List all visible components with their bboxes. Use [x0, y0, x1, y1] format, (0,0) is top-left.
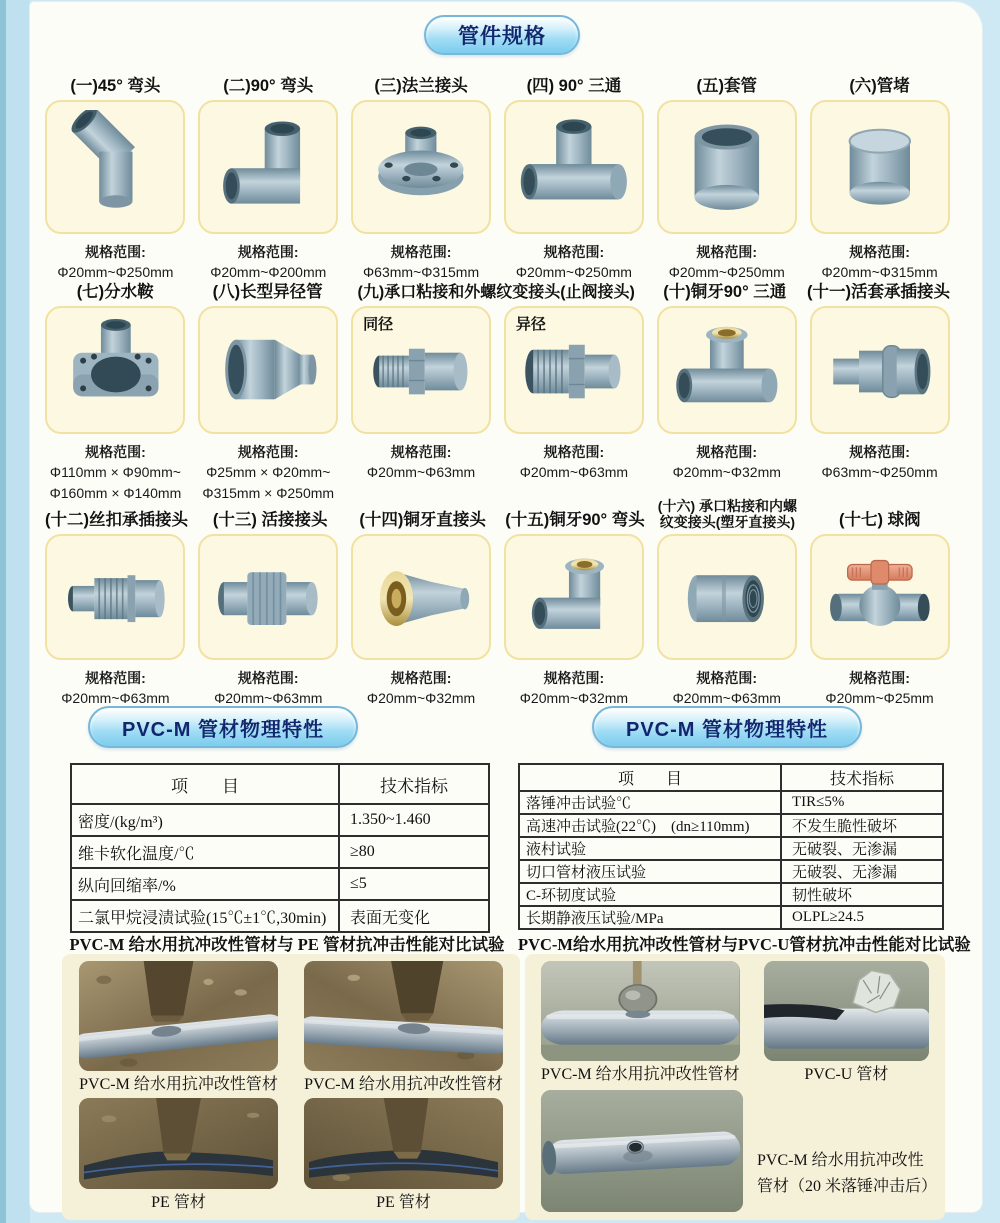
spec-range-value: Φ20mm~Φ250mm: [668, 264, 785, 281]
spec-range-label: 规格范围:: [696, 670, 758, 686]
caption-line-2: 管材（20 米落锤冲击后）: [757, 1177, 938, 1195]
fitting-card-cap: [810, 100, 950, 234]
pvcu-photo-row: [525, 954, 945, 1088]
value-cell: 表面无变化: [339, 900, 489, 932]
fitting-card-female-adapter: [657, 534, 797, 660]
value-cell: OLPL≥24.5: [781, 906, 943, 929]
elbow-45-icon: [56, 110, 176, 224]
photo-caption: PVC-M 给水用抗冲改性管材: [79, 1076, 278, 1093]
photo-pe-impact-1: [79, 1098, 278, 1189]
fitting-label-12: (十二)丝扣承插接头: [45, 511, 188, 530]
spec-range-label: 规格范围:: [696, 444, 758, 460]
pvcm-hammer-scene-icon: [541, 961, 740, 1061]
spec-range-value: Φ63mm~Φ315mm: [363, 264, 480, 281]
fitting-card-ball-valve: [810, 534, 950, 660]
item-cell: 密度/(kg/m³): [71, 804, 339, 836]
value-cell: TIR≤5%: [781, 791, 943, 814]
fittings-row-3: [45, 488, 950, 709]
fitting-card-flange: [351, 100, 491, 234]
pe-comparison-heading: PVC-M 给水用抗冲改性管材与 PE 管材抗冲击性能对比试验: [69, 935, 505, 954]
spec-range-value: Φ20mm~Φ63mm: [214, 690, 323, 707]
spec-range-value: Φ20mm~Φ200mm: [210, 264, 327, 281]
fitting-label-7: (七)分水鞍: [76, 283, 154, 302]
photo-pe-impact-2: [304, 1098, 503, 1189]
value-cell: ≤5: [339, 868, 489, 900]
spec-range-label: 规格范围:: [849, 444, 910, 460]
brass-elbow-90-icon: [514, 543, 634, 650]
col-header-spec: 技术指标: [339, 764, 489, 804]
flange-icon: [361, 110, 481, 224]
fitting-card-threaded-socket: [45, 534, 185, 660]
row3-specs: [45, 668, 950, 709]
table-row: [71, 900, 489, 932]
table-row: [519, 883, 943, 906]
spec-range-value: Φ20mm~Φ63mm: [366, 464, 476, 481]
fitting-label-17: (十七) 球阀: [839, 511, 921, 530]
value-cell: 无破裂、无渗漏: [781, 837, 943, 860]
spec-range-value: Φ20mm~Φ63mm: [61, 690, 170, 707]
spec-range-label: 规格范围:: [85, 670, 146, 686]
row2-cards: [45, 302, 950, 434]
fitting-card-male-adapter-equal: [351, 306, 491, 434]
pvcm-impact-scene-icon: [304, 961, 503, 1071]
item-cell: 落锤冲击试验℃: [519, 791, 781, 814]
table-row: [519, 906, 943, 929]
pvcm-drop-scene-icon: [541, 1090, 743, 1212]
spec-range-value: Φ20mm~Φ25mm: [825, 690, 934, 707]
fitting-card-elbow-45: [45, 100, 185, 234]
ball-valve-icon: [820, 543, 940, 650]
fitting-card-tee-90: [504, 100, 644, 234]
threaded-socket-coupling-icon: [56, 543, 176, 650]
spec-range-value: Φ20mm~Φ63mm: [672, 690, 781, 707]
fittings-row-2: [45, 276, 950, 503]
spec-range-label: 规格范围:: [543, 444, 605, 460]
fitting-card-elbow-90: [198, 100, 338, 234]
spec-range-value: Φ25mm × Φ20mm~: [206, 464, 331, 481]
cap-icon: [820, 110, 940, 224]
pvcm-impact-scene-icon: [79, 961, 278, 1071]
photo-pvcm-impact-2: [304, 961, 503, 1071]
fitting-card-saddle: [45, 306, 185, 434]
fitting-spec-12: [45, 668, 186, 709]
table-row: [519, 791, 943, 814]
spec-range-label: 规格范围:: [85, 444, 146, 460]
spec-range-label: 规格范围:: [390, 670, 452, 686]
fitting-card-brass-tee: [657, 306, 797, 434]
saddle-icon: [56, 315, 176, 424]
row1-labels: [45, 70, 950, 96]
spec-range-label: 规格范围:: [237, 670, 299, 686]
row1-cards: [45, 96, 950, 234]
photo-pvcm-after-drop: [541, 1090, 743, 1212]
photo-pvcm-hammer: [541, 961, 740, 1061]
item-cell: 切口管材液压试验: [519, 860, 781, 883]
spec-range-label: 规格范围:: [237, 444, 299, 460]
spec-range-label: 规格范围:: [85, 244, 146, 260]
reducer-icon: [208, 315, 328, 424]
spec-range-label: 规格范围:: [543, 244, 605, 260]
fitting-label-14: (十四)铜牙直接头: [359, 511, 486, 530]
union-icon: [208, 543, 328, 650]
spec-range-value: Φ63mm~Φ250mm: [821, 464, 938, 481]
table-row: [519, 837, 943, 860]
right-table-title: PVC-M 管材物理特性: [592, 706, 862, 748]
spec-range-label: 规格范围:: [390, 444, 452, 460]
table-header-row: [519, 764, 943, 791]
col-header-spec: 技术指标: [781, 764, 943, 791]
fitting-label-11: (十一)活套承插接头: [806, 283, 950, 302]
spec-range-value: Φ110mm × Φ90mm~: [49, 464, 181, 481]
pvcu-bottom-row: [525, 1088, 945, 1212]
col-header-item: 项 目: [71, 764, 339, 804]
fitting-spec-14: [351, 668, 492, 709]
spec-range-value: Φ160mm × Φ140mm: [49, 484, 182, 501]
value-cell: 韧性破坏: [781, 883, 943, 906]
brass-straight-adapter-icon: [361, 543, 481, 650]
photo-caption: PE 管材: [151, 1194, 206, 1211]
item-cell: 二氯甲烷浸渍试验(15℃±1℃,30min): [71, 900, 339, 932]
page-title: 管件规格: [424, 15, 580, 55]
caption-line-1: PVC-M 给水用抗冲改性: [757, 1152, 924, 1169]
fitting-label-6: (六)管堵: [849, 77, 910, 96]
spec-range-label: 规格范围:: [696, 244, 758, 260]
fitting-card-loose-socket: [810, 306, 950, 434]
spec-range-value: Φ20mm~Φ250mm: [57, 264, 174, 281]
fitting-card-brass-elbow: [504, 534, 644, 660]
fitting-card-male-adapter-reducing: [504, 306, 644, 434]
fitting-label-4: (四) 90° 三通: [526, 77, 622, 96]
table-row: [71, 836, 489, 868]
spec-range-value: Φ20mm~Φ32mm: [672, 464, 781, 481]
right-properties-table: [518, 763, 944, 930]
photo-caption: PVC-U 管材: [804, 1066, 889, 1083]
value-cell: 无破裂、无渗漏: [781, 860, 943, 883]
pe-impact-scene-icon: [304, 1098, 503, 1189]
spec-range-value: Φ20mm~Φ32mm: [519, 690, 629, 707]
col-header-item: 项 目: [519, 764, 781, 791]
item-cell: 纵向回缩率/%: [71, 868, 339, 900]
fitting-label-16: (十六) 承口粘接和内螺纹变接头(塑牙直接头): [657, 497, 797, 530]
fitting-label-9: (九)承口粘接和外螺纹变接头(止阀接头): [357, 283, 635, 301]
table-header-row: [71, 764, 489, 804]
spec-range-label: 规格范围:: [390, 244, 452, 260]
variant-tag-reducing: 异径: [515, 316, 546, 333]
fitting-label-10: (十)铜牙90° 三通: [663, 283, 787, 302]
spec-range-value: Φ20mm~Φ63mm: [519, 464, 629, 481]
spec-range-label: 规格范围:: [849, 670, 910, 686]
fitting-label-2: (二)90° 弯头: [223, 77, 314, 96]
photo-caption: PVC-M 给水用抗冲改性管材: [541, 1066, 740, 1083]
spec-range-value: Φ315mm × Φ250mm: [202, 484, 335, 501]
fitting-spec-15: [503, 668, 644, 709]
fitting-card-union: [198, 534, 338, 660]
photo-pvcu-shatter: [764, 961, 929, 1061]
photo-caption: PE 管材: [376, 1194, 431, 1211]
fitting-label-3: (三)法兰接头: [374, 77, 468, 96]
spec-range-value: Φ20mm~Φ315mm: [821, 264, 938, 281]
value-cell: 1.350~1.460: [339, 804, 489, 836]
spec-range-label: 规格范围:: [543, 670, 605, 686]
row3-labels: [45, 488, 950, 530]
elbow-90-icon: [208, 110, 328, 224]
pe-comparison-panel: [62, 954, 520, 1220]
fitting-card-reducer: [198, 306, 338, 434]
female-threaded-adapter-icon: [667, 543, 787, 650]
item-cell: C-环韧度试验: [519, 883, 781, 906]
pvcu-comparison-heading: PVC-M给水用抗冲改性管材与PVC-U管材抗冲击性能对比试验: [518, 935, 971, 954]
item-cell: 液村试验: [519, 837, 781, 860]
spec-range-label: 规格范围:: [849, 244, 910, 260]
variant-tag-equal: 同径: [363, 316, 394, 333]
fitting-label-8: (八)长型异径管: [212, 283, 323, 302]
fittings-row-1: [45, 70, 950, 283]
photo-caption-drop-test: [757, 1148, 938, 1212]
pvcu-shatter-scene-icon: [764, 961, 929, 1061]
left-properties-table: [70, 763, 490, 933]
brass-tee-icon: [667, 315, 787, 424]
photo-pvcm-impact-1: [79, 961, 278, 1071]
table-row: [71, 804, 489, 836]
fitting-label-5: (五)套管: [696, 77, 757, 96]
pvcu-comparison-panel: [525, 954, 945, 1220]
left-table-title: PVC-M 管材物理特性: [88, 706, 358, 748]
pe-impact-scene-icon: [79, 1098, 278, 1189]
fitting-spec-17: [809, 668, 950, 709]
fitting-label-13: (十三) 活接接头: [212, 511, 328, 530]
spec-range-label: 规格范围:: [237, 244, 299, 260]
item-cell: 高速冲击试验(22℃) (dn≥110mm): [519, 814, 781, 837]
item-cell: 长期静液压试验/MPa: [519, 906, 781, 929]
fitting-card-brass-straight: [351, 534, 491, 660]
fitting-label-15: (十五)铜牙90° 弯头: [505, 511, 645, 530]
row3-cards: [45, 530, 950, 660]
spec-range-value: Φ20mm~Φ250mm: [515, 264, 632, 281]
table-row: [71, 868, 489, 900]
fitting-spec-16: [656, 668, 797, 709]
tee-90-icon: [514, 110, 634, 224]
item-cell: 维卡软化温度/℃: [71, 836, 339, 868]
fitting-card-sleeve: [657, 100, 797, 234]
fitting-spec-13: [198, 668, 339, 709]
spec-range-value: Φ20mm~Φ32mm: [366, 690, 476, 707]
pe-photo-grid: [62, 954, 520, 1216]
table-row: [519, 814, 943, 837]
sleeve-icon: [667, 110, 787, 224]
loose-socket-coupling-icon: [820, 315, 940, 424]
fitting-label-1: (一)45° 弯头: [70, 77, 161, 96]
table-row: [519, 860, 943, 883]
photo-caption: PVC-M 给水用抗冲改性管材: [304, 1076, 503, 1093]
value-cell: ≥80: [339, 836, 489, 868]
row2-labels: [45, 276, 950, 302]
value-cell: 不发生脆性破坏: [781, 814, 943, 837]
